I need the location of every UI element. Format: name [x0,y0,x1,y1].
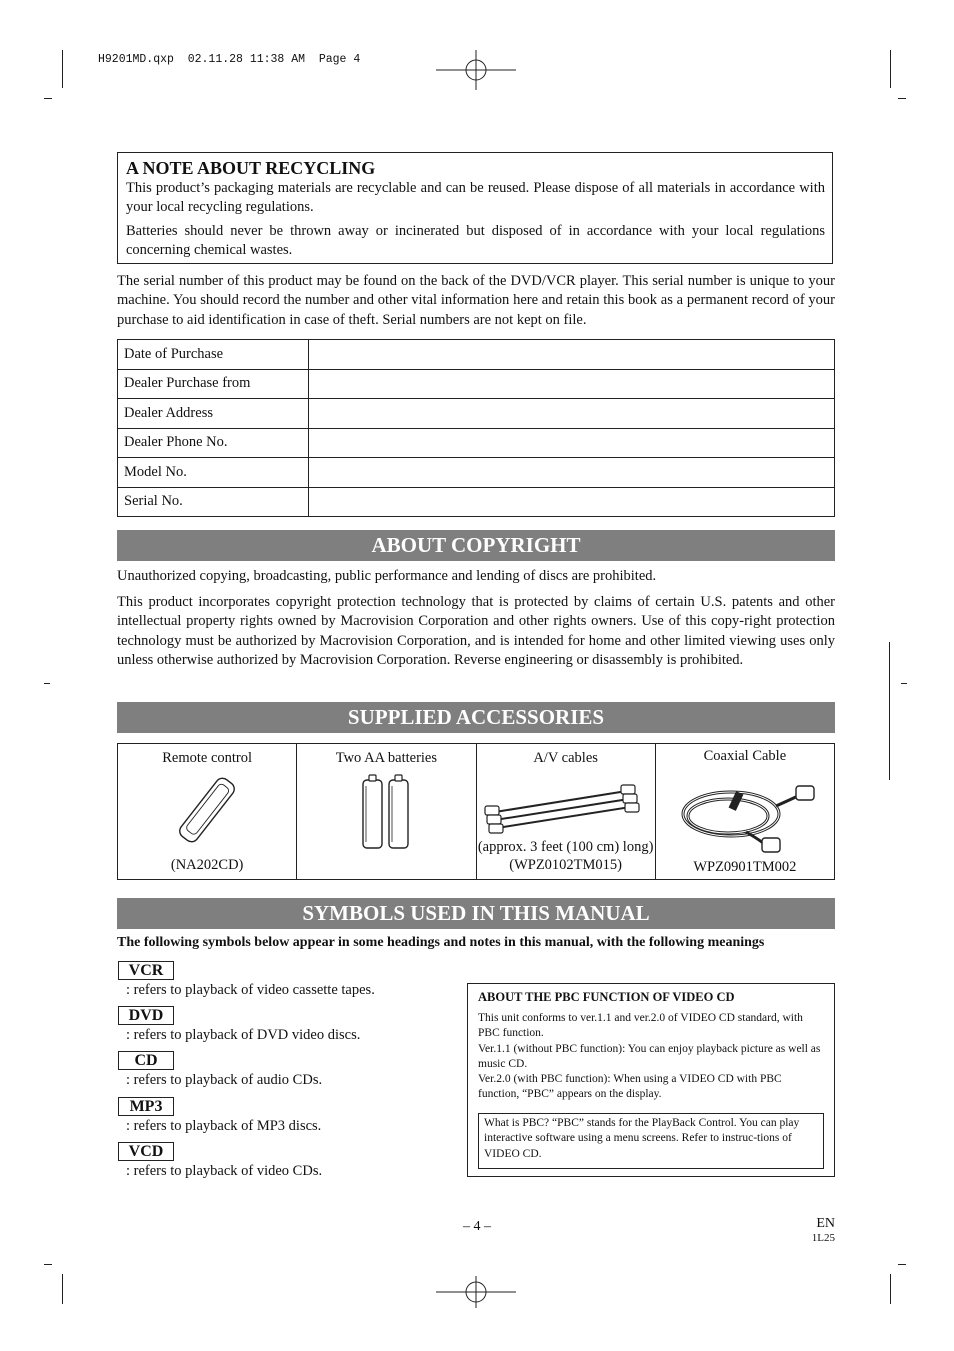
symbol-description: : refers to playback of video CDs. [126,1163,323,1179]
copyright-paragraph: This product incorporates copyright protection technology that is protected by claims of certain U.S. patents and other intellectual property rights owned by Macrovision Corporation and other rights owners. Use of this copy-right protection technology must be authorized by Macrovision Corporation, and is intended for home and other limited viewing uses only unless otherwise authorized by Macrovision Corporation. Reverse engineering or disassembly is prohibited. [117,594,835,668]
crop-mark [890,50,891,88]
av-cables-icon [483,782,651,840]
file-slug: H9201MD.qxp 02.11.28 11:38 AM Page 4 [98,53,361,66]
copyright-paragraph: Unauthorized copying, broadcasting, public performance and lending of discs are prohibited. [117,568,657,584]
accessory-note: WPZ0901TM002 [693,859,797,875]
recycling-paragraph: This product’s packaging materials are recyclable and can be reused. Please dispose of all materials in accordance with your local recycling regulations. [126,180,825,215]
crop-mark [62,1274,63,1304]
pbc-text: Ver.2.0 (with PBC function): When using a VIDEO CD with PBC function, “PBC” appears on the display. [478,1073,782,1101]
accessory-label: Remote control [162,750,253,766]
symbol-description: : refers to playback of DVD video discs. [126,1027,361,1043]
crop-mark [898,98,906,99]
record-label: Serial No. [118,487,309,517]
crop-mark [44,1264,52,1265]
symbol-badge-cd: CD [118,1051,174,1070]
section-header-accessories: SUPPLIED ACCESSORIES [117,702,835,733]
record-value-blank [309,428,835,458]
crop-mark [44,98,52,99]
recycling-title: A NOTE ABOUT RECYCLING [126,158,376,178]
symbol-badge-vcd: VCD [118,1142,174,1161]
pbc-text: This unit conforms to ver.1.1 and ver.2.0 of VIDEO CD standard, with PBC function. [478,1012,803,1040]
recycling-paragraph: Batteries should never be thrown away or incinerated but disposed of in accordance with your local regulations concerning chemical wastes. [126,223,825,258]
accessory-cell [118,744,297,879]
crop-mark [898,1264,906,1265]
record-row [118,487,835,517]
record-label: Date of Purchase [118,340,309,370]
accessory-cell [477,744,656,879]
language-code: EN [816,1216,835,1231]
registration-mark-icon [436,1276,516,1308]
accessory-label: Coaxial Cable [703,748,787,764]
record-label: Model No. [118,458,309,488]
record-row [118,399,835,429]
accessories-table [117,743,835,880]
batteries-icon [361,774,413,850]
pbc-info-box [467,983,835,1177]
record-label: Dealer Address [118,399,309,429]
accessory-note: (NA202CD) [170,857,244,873]
pbc-text: Ver.1.1 (without PBC function): You can enjoy playback picture as well as music CD. [478,1042,821,1070]
pbc-title: ABOUT THE PBC FUNCTION OF VIDEO CD [478,990,735,1004]
symbol-description: : refers to playback of video cassette tapes. [126,982,375,998]
purchase-record-table [117,339,835,517]
crop-mark [44,683,50,684]
serial-number-paragraph: The serial number of this product may be found on the back of the DVD/VCR player. This serial number is unique to your machine. You should record the number and other vital information here and retain this book as a permanent record of your purchase to aid identification in case of theft. Serial numbers are not kept on file. [117,273,835,328]
pbc-definition-box: What is PBC? “PBC” stands for the PlayBack Control. You can play interactive software using a menu screens. Refer to instruc-tions of VIDEO CD. [478,1113,824,1169]
crop-mark [901,683,907,684]
accessory-cell [297,744,476,879]
record-label: Dealer Purchase from [118,369,309,399]
record-value-blank [309,340,835,370]
recycling-note-box [117,152,833,264]
coaxial-cable-icon [676,770,822,856]
accessory-label: A/V cables [533,750,598,766]
symbol-badge-vcr: VCR [118,961,174,980]
accessory-cell [656,744,834,879]
section-header-copyright: ABOUT COPYRIGHT [117,530,835,561]
crop-mark [62,50,63,88]
registration-mark-icon [436,50,516,90]
record-row [118,340,835,370]
record-value-blank [309,399,835,429]
symbol-badge-mp3: MP3 [118,1097,174,1116]
record-row [118,428,835,458]
page-number: – 4 – [463,1219,491,1234]
record-row [118,369,835,399]
crop-mark [889,642,890,780]
symbol-description: : refers to playback of MP3 discs. [126,1118,322,1134]
record-value-blank [309,369,835,399]
symbol-description: : refers to playback of audio CDs. [126,1072,323,1088]
record-value-blank [309,487,835,517]
symbols-intro: The following symbols below appear in some headings and notes in this manual, with the following meanings [117,935,765,950]
crop-mark [890,1274,891,1304]
remote-control-icon [164,774,250,846]
section-header-symbols: SYMBOLS USED IN THIS MANUAL [117,898,835,929]
accessory-label: Two AA batteries [335,750,438,766]
accessory-note: (approx. 3 feet (100 cm) long) (WPZ0102TM015) [477,839,654,873]
symbol-badge-dvd: DVD [118,1006,174,1025]
model-code: 1L25 [811,1232,835,1244]
record-label: Dealer Phone No. [118,428,309,458]
record-row [118,458,835,488]
record-value-blank [309,458,835,488]
